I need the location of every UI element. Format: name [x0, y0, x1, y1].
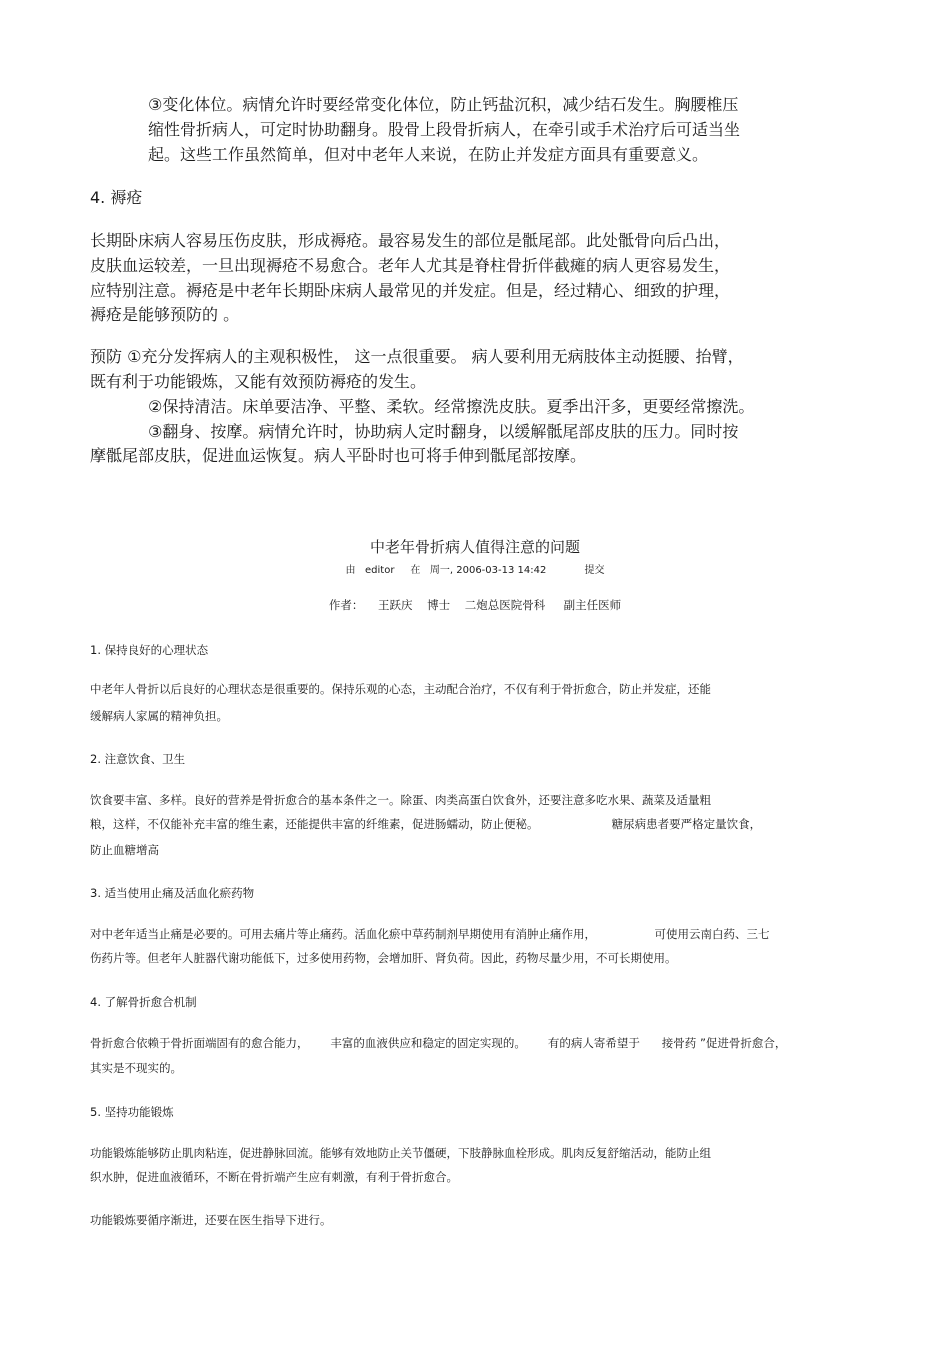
bedsore-line-4: 褥疮是能够预防的 。 — [90, 305, 240, 324]
section-2-line-1: 饮食要丰富、多样。良好的营养是骨折愈合的基本条件之一。除蛋、肉类高蛋白饮食外，还要注意多吃水果、蔬菜及适量粗 — [90, 793, 711, 807]
bedsore-heading: 4. 褥疮 — [90, 188, 143, 207]
section-4-line-2: 其实是不现实的。 — [90, 1061, 182, 1075]
section-5-heading: 5. 坚持功能锻炼 — [90, 1105, 174, 1119]
massage-line-1: ③翻身、按摩。病情允许时，协助病人定时翻身，以缓解骶尾部皮肤的压力。同时按 — [148, 422, 739, 441]
keep-clean-line: ②保持清洁。床单要洁净、平整、柔软。经常擦洗皮肤。夏季出汗多，更要经常擦洗。 — [148, 397, 755, 416]
bedsore-line-3: 应特别注意。褥疮是中老年长期卧床病人最常见的并发症。但是，经过精心、细致的护理， — [90, 281, 731, 300]
article-meta: 由 editor 在 周一, 2006-03-13 14:42 提交 — [345, 565, 605, 576]
bedsore-line-2: 皮肤血运较差，一旦出现褥疮不易愈合。老年人尤其是脊柱骨折伴截瘫的病人更容易发生， — [90, 256, 731, 275]
article-title: 中老年骨折病人值得注意的问题 — [369, 538, 580, 556]
section-1-line-1: 中老年人骨折以后良好的心理状态是很重要的。保持乐观的心态，主动配合治疗，不仅有利于骨折愈合，防止并发症，还能 — [90, 682, 711, 696]
prevention-line-2: 既有利于功能锻炼，又能有效预防褥疮的发生。 — [90, 372, 427, 391]
bedsore-line-1: 长期卧床病人容易压伤皮肤，形成褥疮。最容易发生的部位是骶尾部。此处骶骨向后凸出， — [90, 231, 731, 250]
section-2-line-3: 防止血糖增高 — [90, 843, 159, 857]
section-2-line-2: 粮，这样，不仅能补充丰富的维生素，还能提供丰富的纤维素，促进肠蠕动，防止便秘。 糖尿病患者要严格定量饮食， — [90, 817, 762, 831]
closing-line: 功能锻炼要循序渐进，还要在医生指导下进行。 — [90, 1213, 332, 1227]
section-4-heading: 4. 了解骨折愈合机制 — [90, 995, 197, 1009]
change-position-line-1: ③变化体位。病情允许时要经常变化体位，防止钙盐沉积，减少结石发生。胸腰椎压 — [148, 95, 739, 114]
change-position-line-2: 缩性骨折病人，可定时协助翻身。股骨上段骨折病人，在牵引或手术治疗后可适当坐 — [148, 120, 741, 139]
section-4-line-1: 骨折愈合依赖于骨折面端固有的愈合能力， 丰富的血液供应和稳定的固定实现的。 有的病人寄希望于 接骨药 ”促进骨折愈合， — [90, 1036, 787, 1050]
section-1-line-2: 缓解病人家属的精神负担。 — [90, 709, 228, 723]
section-5-line-1: 功能锻炼能够防止肌肉粘连，促进静脉回流。能够有效地防止关节僵硬，下肢静脉血栓形成。肌肉反复舒缩活动，能防止组 — [90, 1146, 711, 1160]
change-position-line-3: 起。这些工作虽然简单，但对中老年人来说，在防止并发症方面具有重要意义。 — [148, 145, 709, 164]
article-author: 作者： 王跃庆 博士 二炮总医院骨科 副主任医师 — [328, 598, 622, 612]
section-2-heading: 2. 注意饮食、卫生 — [90, 752, 186, 766]
prevention-line-1: 预防 ①充分发挥病人的主观积极性， 这一点很重要。 病人要利用无病肢体主动挺腰、抬臂， — [90, 347, 744, 366]
section-3-heading: 3. 适当使用止痛及活血化瘀药物 — [90, 886, 255, 900]
section-3-line-1: 对中老年适当止痛是必要的。可用去痛片等止痛药。活血化瘀中草药制剂早期使用有消肿止痛作用， 可使用云南白药、三七 — [90, 927, 770, 941]
massage-line-2: 摩骶尾部皮肤，促进血运恢复。病人平卧时也可将手伸到骶尾部按摩。 — [90, 446, 587, 465]
section-3-line-2: 伤药片等。但老年人脏器代谢功能低下，过多使用药物，会增加肝、肾负荷。因此，药物尽量少用，不可长期使用。 — [90, 951, 677, 965]
section-1-heading: 1. 保持良好的心理状态 — [90, 643, 209, 657]
section-5-line-2: 织水肿，促进血液循环，不断在骨折端产生应有刺激，有利于骨折愈合。 — [90, 1170, 458, 1184]
